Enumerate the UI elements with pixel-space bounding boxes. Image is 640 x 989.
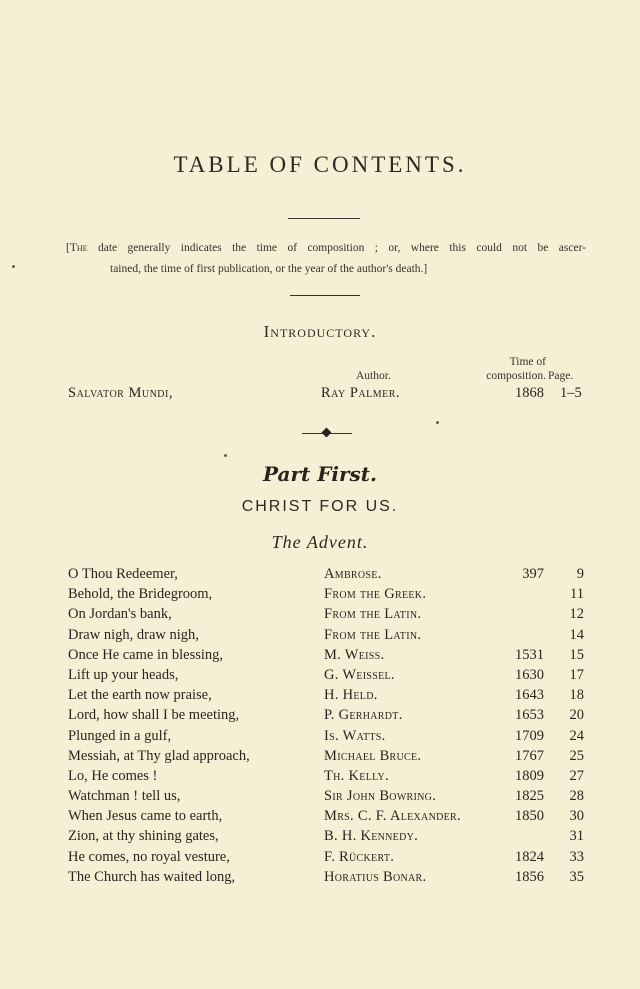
entry-author: H. Held. (324, 687, 378, 704)
entry-year: 1850 (515, 808, 544, 825)
entry-page: 15 (569, 646, 584, 663)
entry-page: 14 (569, 626, 584, 643)
entry-year: 1630 (515, 666, 544, 683)
entry-author: Is. Watts. (324, 727, 386, 744)
entry-page: 30 (569, 808, 584, 825)
column-header-author: Author. (356, 370, 391, 382)
entry-author: M. Weiss. (324, 646, 385, 663)
dating-note-line-1-text: date generally indicates the time of composition ; or, where this could not be ascer- (97, 242, 587, 254)
introductory-heading: Introductory. (263, 322, 377, 341)
entry-year: 1653 (515, 707, 544, 724)
entry-author: B. H. Kennedy. (324, 828, 419, 845)
section-heading: The Advent. (271, 532, 369, 552)
entry-author: Mrs. C. F. Alexander. (324, 808, 461, 825)
table-row (0, 685, 640, 705)
entry-page: 17 (569, 666, 584, 683)
entry-page: 33 (569, 848, 584, 865)
entry-author: P. Gerhardt. (324, 707, 403, 724)
entry-page: 1–5 (560, 385, 582, 401)
entry-page: 11 (570, 586, 584, 603)
entry-year: 1856 (515, 868, 544, 885)
entry-title: Messiah, at Thy glad approach, (68, 747, 250, 764)
entry-page: 25 (569, 747, 584, 764)
table-row (0, 645, 640, 665)
entry-title: When Jesus came to earth, (68, 808, 223, 825)
entry-author: Ambrose. (324, 566, 382, 582)
entry-title: O Thou Redeemer, (68, 566, 178, 582)
entry-author: From the Greek. (324, 586, 427, 603)
table-row (0, 746, 640, 766)
entry-author: Horatius Bonar. (324, 868, 427, 885)
dating-note-line-2: tained, the time of first publication, or the year of the author's death.] (110, 263, 428, 275)
entry-title: Lord, how shall I be meeting, (68, 707, 240, 724)
table-row (0, 584, 640, 604)
entry-title: Lo, He comes ! (68, 767, 158, 784)
part-heading: Part First. (263, 462, 377, 486)
paper-speck (224, 454, 227, 457)
entry-year: 1531 (515, 646, 544, 663)
dating-note-lead: [The (66, 242, 88, 254)
entry-year: 1824 (515, 848, 544, 865)
entry-page: 31 (569, 828, 584, 845)
part-subheading: CHRIST FOR US. (241, 498, 399, 515)
entry-author: Th. Kelly. (324, 767, 389, 784)
entry-page: 27 (569, 767, 584, 784)
divider-note (290, 295, 360, 296)
entry-page: 24 (569, 727, 584, 744)
entry-page: 28 (569, 788, 584, 805)
table-row (0, 625, 640, 645)
entry-author: Sir John Bowring. (324, 788, 437, 805)
entry-title: He comes, no royal vesture, (68, 848, 230, 865)
entry-page: 12 (569, 606, 584, 623)
entry-page: 18 (569, 687, 584, 704)
table-row (0, 564, 640, 584)
entry-year: 1709 (515, 727, 544, 744)
entry-author: From the Latin. (324, 626, 422, 643)
table-row (0, 705, 640, 725)
entry-title: Let the earth now praise, (68, 687, 212, 704)
table-row (0, 847, 640, 867)
entry-title: On Jordan's bank, (68, 606, 172, 623)
entry-title: Watchman ! tell us, (68, 788, 181, 805)
table-row (0, 786, 640, 806)
entry-author: Ray Palmer. (321, 385, 401, 401)
column-header-time: Time of composition. (486, 356, 546, 382)
entry-title: Zion, at thy shining gates, (68, 828, 219, 845)
entry-year: 1825 (515, 788, 544, 805)
entry-page: 20 (569, 707, 584, 724)
diamond-ornament-icon (302, 427, 352, 439)
dating-note-line-1 (66, 238, 586, 259)
entry-title: Lift up your heads, (68, 666, 179, 683)
entry-title: Once He came in blessing, (68, 646, 224, 663)
entry-title: The Church has waited long, (68, 868, 236, 885)
table-row (0, 806, 640, 826)
divider-top (288, 218, 360, 219)
entry-year: 397 (522, 566, 544, 582)
dating-note (66, 238, 586, 280)
table-row (0, 867, 640, 887)
entry-author: From the Latin. (324, 606, 422, 623)
entry-page: 35 (569, 868, 584, 885)
contents-list (0, 564, 640, 887)
entry-title: Plunged in a gulf, (68, 727, 172, 744)
entry-author: G. Weissel. (324, 666, 395, 683)
entry-title: Draw nigh, draw nigh, (68, 626, 199, 643)
paper-speck (12, 265, 15, 268)
paper-speck (436, 421, 439, 424)
entry-title: Salvator Mundi, (68, 385, 173, 401)
table-row (0, 726, 640, 746)
entry-year: 1809 (515, 767, 544, 784)
table-row (0, 826, 640, 846)
column-header-page: Page. (548, 370, 574, 382)
table-row (0, 766, 640, 786)
entry-year: 1868 (515, 385, 544, 401)
entry-author: F. Rückert. (324, 848, 395, 865)
entry-year: 1767 (515, 747, 544, 764)
entry-author: Michael Bruce. (324, 747, 422, 764)
page-title: TABLE OF CONTENTS. (173, 152, 467, 177)
table-row (0, 604, 640, 624)
entry-year: 1643 (515, 687, 544, 704)
entry-title: Behold, the Bridegroom, (68, 586, 213, 603)
entry-page: 9 (576, 566, 584, 582)
table-row (0, 665, 640, 685)
